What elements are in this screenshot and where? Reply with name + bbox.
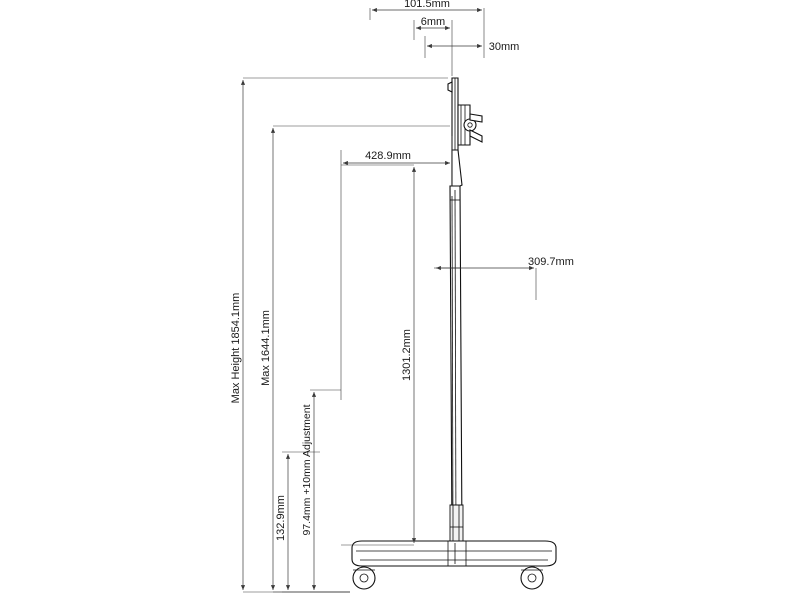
dimension-label-max-height-1854-1: Max Height 1854.1mm — [230, 292, 242, 404]
height-adjust-collar — [450, 505, 463, 543]
dimension-label-132-9: 132.9mm — [275, 495, 287, 541]
dimension-1301-2 — [341, 165, 414, 545]
dimension-label-97-4-adjustment: 97.4mm +10mm Adjustment — [301, 404, 313, 536]
dimension-label-max-1644-1: Max 1644.1mm — [260, 310, 272, 386]
dimension-label-6: 6mm — [420, 16, 446, 28]
dimension-label-428-9: 428.9mm — [365, 150, 411, 162]
dimension-97-4-adjustment — [301, 390, 350, 592]
dimension-label-101-5: 101.5mm — [404, 0, 450, 10]
castor-right — [521, 566, 543, 589]
vesa-bracket-assembly — [448, 78, 482, 190]
dimension-label-309-7: 309.7mm — [528, 256, 574, 268]
dimension-max-1644-1 — [260, 126, 450, 592]
dimension-label-30: 30mm — [488, 41, 520, 53]
castor-left — [353, 566, 375, 589]
dimension-30 — [425, 24, 519, 58]
dimension-label-1301-2: 1301.2mm — [401, 329, 413, 381]
main-column — [450, 186, 462, 540]
